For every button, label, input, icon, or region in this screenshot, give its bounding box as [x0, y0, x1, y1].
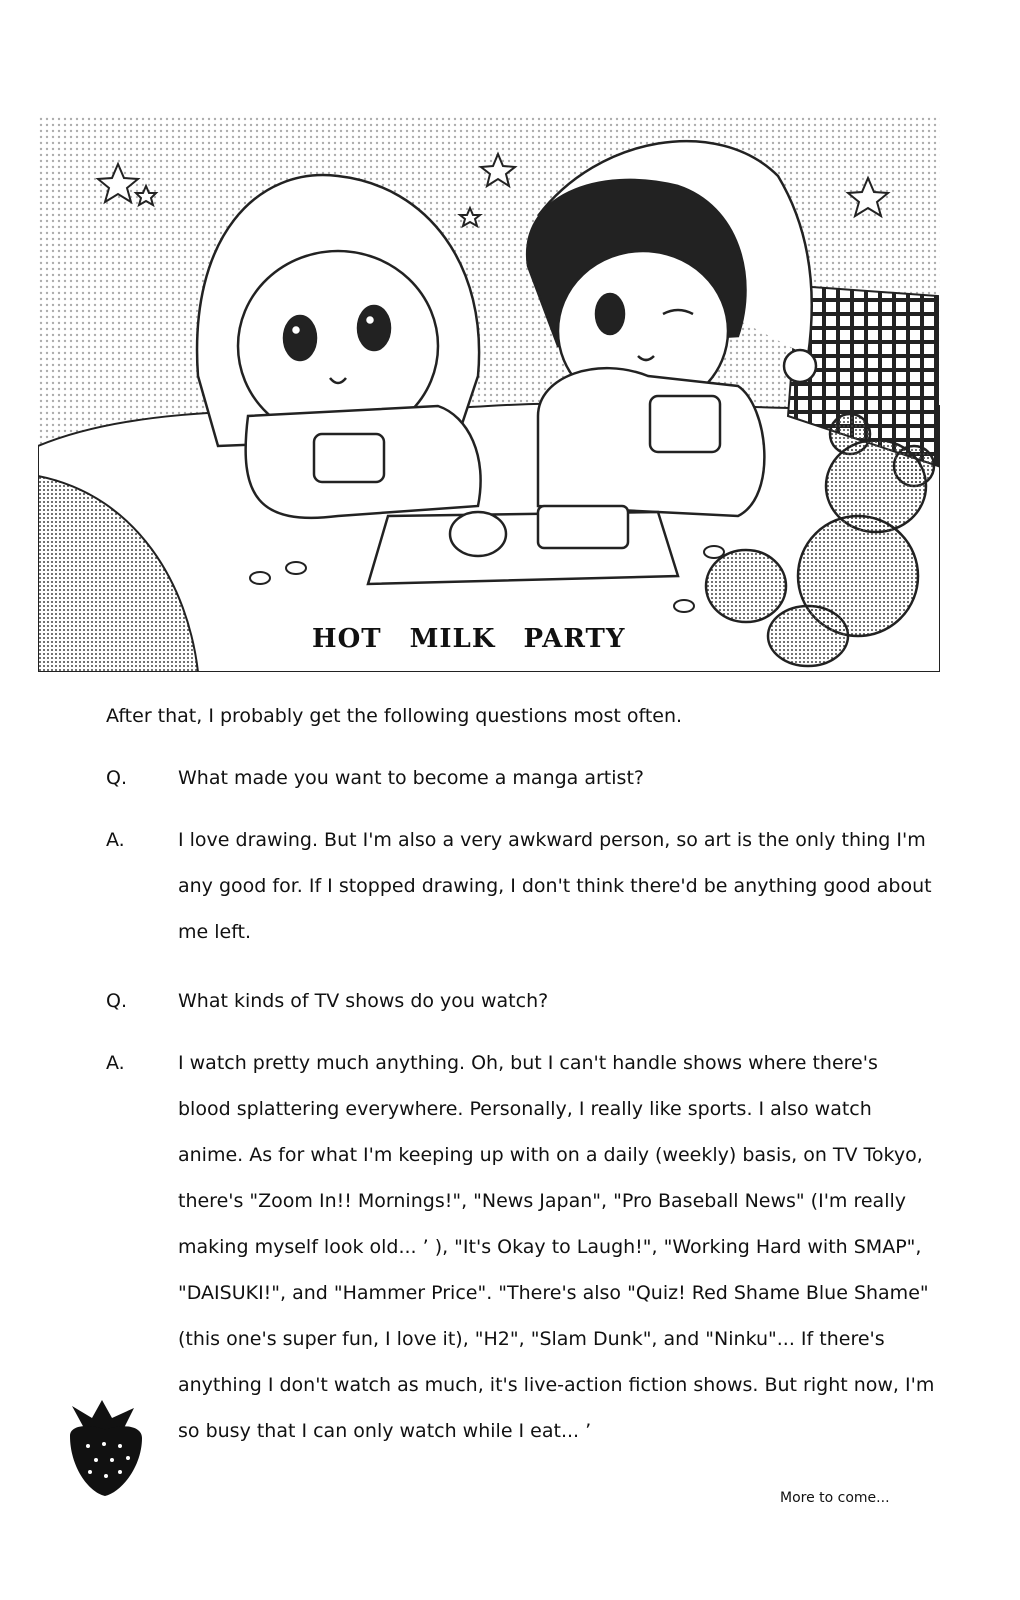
qa-mark: Q. — [106, 990, 127, 1012]
serving-tray — [368, 506, 678, 584]
qa-text: I watch pretty much anything. Oh, but I can't handle shows where there's blood splattering everywhere. Personally, I really like sports. I also watch anime. As for what I'm keeping up with on a daily (weekly) basis, on TV Tokyo, there's "Zoom In!! Mornings!", "News Japan", "Pro Baseball News" (I'm really making myself look old... ’ ), "It's Okay to Laugh!", "Working Hard with SMAP", "DAISUKI!", and "Hammer Price". "There's also "Quiz! Red Shame Blue Shame" (this one's super fun, I love it), "H2", "Slam Dunk", and "Ninku"... If there's anything I don't watch as much, it's live-action fiction shows. But right now, I'm so busy that I can only watch while I eat... ’ — [178, 1052, 935, 1442]
illustration-art — [38, 116, 940, 672]
illustration-caption: HOT MILK PARTY — [312, 624, 626, 654]
illustration-panel — [38, 116, 940, 672]
qa-item-question-1 — [106, 762, 936, 794]
text-body — [106, 700, 936, 1484]
qa-item-question-2 — [106, 985, 936, 1017]
qa-mark: A. — [106, 1052, 125, 1074]
strawberry-icon — [62, 1396, 148, 1500]
intro-text: After that, I probably get the following questions most often. — [106, 705, 683, 727]
qa-item-answer-1 — [106, 824, 936, 955]
qa-text: I love drawing. But I'm also a very awkward person, so art is the only thing I'm any good for. If I stopped drawing, I don't think there'd be anything good about me left. — [178, 829, 932, 943]
qa-mark: Q. — [106, 767, 127, 789]
qa-text: What made you want to become a manga artist? — [178, 767, 644, 789]
qa-text: What kinds of TV shows do you watch? — [178, 990, 549, 1012]
qa-mark: A. — [106, 829, 125, 851]
qa-item-answer-2 — [106, 1047, 936, 1454]
more-to-come-text: More to come... — [780, 1490, 890, 1506]
